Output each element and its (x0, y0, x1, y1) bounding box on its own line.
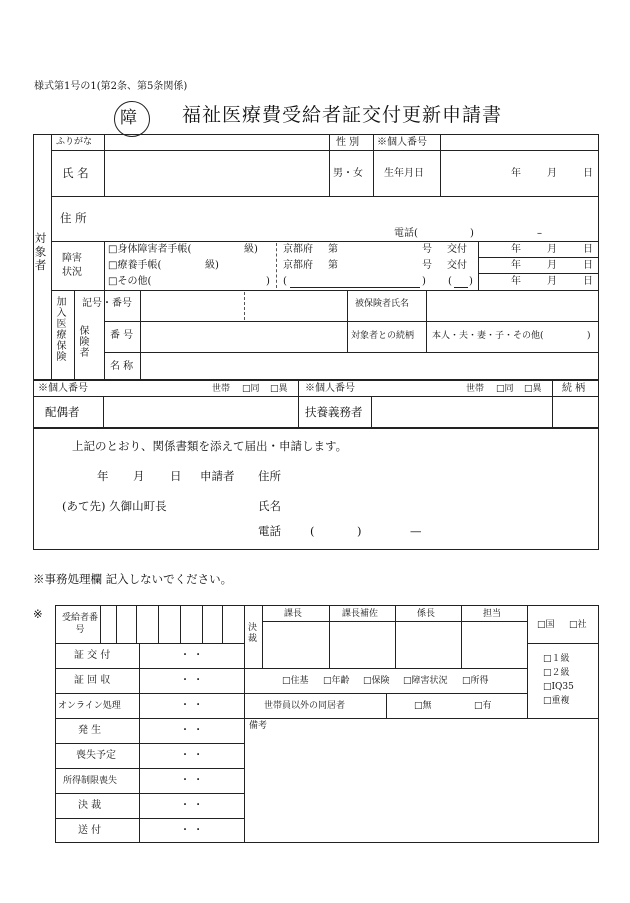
decl-year: 年 (97, 469, 109, 483)
cohabitant-present-checkbox[interactable]: □有 (474, 701, 492, 711)
address-label: 住 所 (60, 211, 87, 225)
issue-day-3: 日 (583, 276, 593, 287)
dependent-household-label: 世帯 (466, 384, 485, 394)
insurer-number-input[interactable] (142, 324, 342, 350)
insurance-label: 加入医療保険 (54, 296, 65, 362)
office-mark: ※ (33, 607, 43, 621)
birth-day: 日 (583, 168, 593, 179)
decision-label: 決裁 (246, 622, 256, 644)
issue-year-1: 年 (511, 244, 521, 255)
row-date-2: ・ ・ (180, 700, 204, 711)
rank-manager: 課長 (284, 609, 303, 619)
applicant-phone-dash: — (410, 524, 422, 538)
symbol-number-input[interactable] (142, 293, 342, 319)
grade-1-checkbox[interactable]: □１級 (543, 654, 570, 664)
issue-month-1: 月 (547, 244, 557, 255)
row-label-2: オンライン処理 (58, 701, 121, 711)
issue-label-1: 交付 (447, 244, 467, 255)
individual-number-label: ※個人番号 (377, 137, 427, 148)
issue-month-2: 月 (547, 260, 557, 271)
birth-year: 年 (511, 168, 521, 179)
rank-chief: 係長 (417, 609, 436, 619)
dependent-same-checkbox[interactable]: □同 (496, 384, 514, 394)
row-date-1: ・ ・ (180, 675, 204, 686)
dependent-indiv-no-label: ※個人番号 (305, 383, 355, 394)
grade-2-checkbox[interactable]: □２級 (543, 668, 570, 678)
insurer-name-label: 名 称 (110, 361, 134, 372)
row-date-7: ・ ・ (180, 825, 204, 836)
name-input[interactable] (106, 155, 326, 191)
issue-day-2: 日 (583, 260, 593, 271)
office-use-note: ※事務処理欄 記入しないでください。 (33, 572, 233, 586)
insured-name-input[interactable] (428, 293, 596, 319)
spouse-input[interactable] (106, 399, 294, 425)
spouse-diff-checkbox[interactable]: □異 (270, 384, 288, 394)
applicant-phone-open: ( (310, 524, 315, 538)
furigana-input[interactable] (106, 139, 326, 149)
dai-label-2: 第 (328, 260, 338, 271)
phone-label: 電話( (394, 228, 418, 239)
check-disability[interactable]: □障害状況 (403, 676, 448, 686)
rank-deputy: 課長補佐 (342, 609, 379, 619)
physical-cert-grade: 級) (244, 244, 258, 255)
applicant-address-label: 住所 (258, 469, 281, 483)
care-cert-checkbox[interactable]: □療養手帳( (108, 260, 162, 271)
applicant-address-input[interactable] (290, 466, 590, 486)
spouse-indiv-no-label: ※個人番号 (38, 383, 88, 394)
decl-month: 月 (133, 469, 145, 483)
row-label-5: 所得制限喪失 (63, 776, 118, 786)
row-label-7: 送 付 (78, 825, 102, 836)
sex-label: 性 別 (336, 137, 360, 148)
form-title: 福祉医療費受給者証交付更新申請書 (182, 104, 503, 126)
row-label-1: 証 回 収 (74, 675, 111, 686)
row-label-6: 決 裁 (78, 800, 102, 811)
pref-label-2: 京都府 (283, 260, 313, 271)
grade-multiple-checkbox[interactable]: □重複 (543, 696, 570, 706)
go-label-2: 号 (422, 260, 432, 271)
social-checkbox[interactable]: □社 (569, 620, 587, 630)
go-label-1: 号 (422, 244, 432, 255)
care-cert-grade: 級) (205, 260, 219, 271)
check-age[interactable]: □年齢 (323, 676, 350, 686)
issue-day-1: 日 (583, 244, 593, 255)
addressee: (あて先) 久御山町長 (62, 499, 167, 513)
phone-dash: – (537, 228, 542, 239)
form-reference: 様式第1号の1(第2条、第5条関係) (34, 81, 188, 92)
applicant-label: 申請者 (200, 469, 235, 483)
row-date-0: ・ ・ (180, 650, 204, 661)
physical-cert-checkbox[interactable]: □身体障害者手帳( (108, 244, 192, 255)
other-bracket-close: ) (422, 276, 426, 287)
other-cert-close: ) (266, 276, 270, 287)
address-input[interactable] (106, 199, 586, 223)
row-label-4: 喪失予定 (76, 750, 116, 761)
spouse-same-checkbox[interactable]: □同 (242, 384, 260, 394)
rank-staff: 担当 (483, 609, 502, 619)
insured-name-label: 被保険者氏名 (355, 299, 410, 309)
applicant-name-input[interactable] (290, 496, 590, 516)
row-date-4: ・ ・ (180, 750, 204, 761)
decl-day: 日 (170, 469, 182, 483)
declaration-statement: 上記のとおり、関係書類を添えて届出・申請します。 (72, 439, 348, 453)
insurer-label: 保険者 (77, 325, 88, 358)
issue-month-3: 月 (547, 276, 557, 287)
check-insurance[interactable]: □保険 (363, 676, 390, 686)
symbol-number-label: 記号・番号 (82, 298, 132, 309)
spouse-household-label: 世帯 (212, 384, 231, 394)
spouse-label: 配偶者 (45, 405, 80, 419)
row-date-5: ・ ・ (180, 775, 204, 786)
pref-label-1: 京都府 (283, 244, 313, 255)
row-label-0: 証 交 付 (74, 650, 111, 661)
other-issue-open: ( (448, 276, 452, 287)
relation-label: 対象者との続柄 (351, 331, 415, 341)
other-cert-checkbox[interactable]: □その他( (108, 276, 152, 287)
relation-options[interactable]: 本人・夫・妻・子・その他( (432, 331, 544, 341)
phone-close: ) (470, 228, 474, 239)
remarks-label: 備考 (249, 721, 268, 731)
check-resident[interactable]: □住基 (282, 676, 309, 686)
insurer-name-input[interactable] (142, 355, 592, 377)
dai-label-1: 第 (328, 244, 338, 255)
applicant-phone-label: 電話 (258, 524, 281, 538)
dependent-input[interactable] (374, 399, 548, 425)
furigana-label: ふりがな (56, 137, 93, 147)
sex-value[interactable]: 男・女 (333, 168, 363, 179)
row-date-3: ・ ・ (180, 725, 204, 736)
grade-iq35-checkbox[interactable]: □IQ35 (543, 682, 574, 692)
applicant-name-label: 氏名 (258, 499, 281, 513)
other-bracket-open: ( (283, 276, 287, 287)
name-label: 氏 名 (62, 166, 89, 180)
insurer-number-label: 番 号 (110, 330, 134, 341)
relation-close: ) (587, 331, 591, 341)
row-date-6: ・ ・ (180, 800, 204, 811)
dependent-label: 扶養義務者 (305, 405, 363, 419)
issue-label-2: 交付 (447, 260, 467, 271)
check-income[interactable]: □所得 (462, 676, 489, 686)
birth-month: 月 (547, 168, 557, 179)
issue-year-3: 年 (511, 276, 521, 287)
relationship-label: 続 柄 (562, 383, 586, 394)
birthdate-label: 生年月日 (384, 168, 424, 179)
cohabitant-none-checkbox[interactable]: □無 (414, 701, 432, 711)
cohabitant-label: 世帯員以外の同居者 (264, 701, 346, 711)
other-issue-close: ) (469, 276, 473, 287)
issue-year-2: 年 (511, 260, 521, 271)
nation-checkbox[interactable]: □国 (537, 620, 555, 630)
row-label-3: 発 生 (78, 725, 102, 736)
dependent-diff-checkbox[interactable]: □異 (524, 384, 542, 394)
disability-status-label: 障害状況 (62, 253, 82, 278)
recipient-number-label: 受給者番号 (61, 613, 98, 635)
target-person-label: 対象者 (33, 232, 48, 273)
applicant-phone-close: ) (357, 524, 362, 538)
disability-badge-text: 障 (120, 108, 137, 128)
